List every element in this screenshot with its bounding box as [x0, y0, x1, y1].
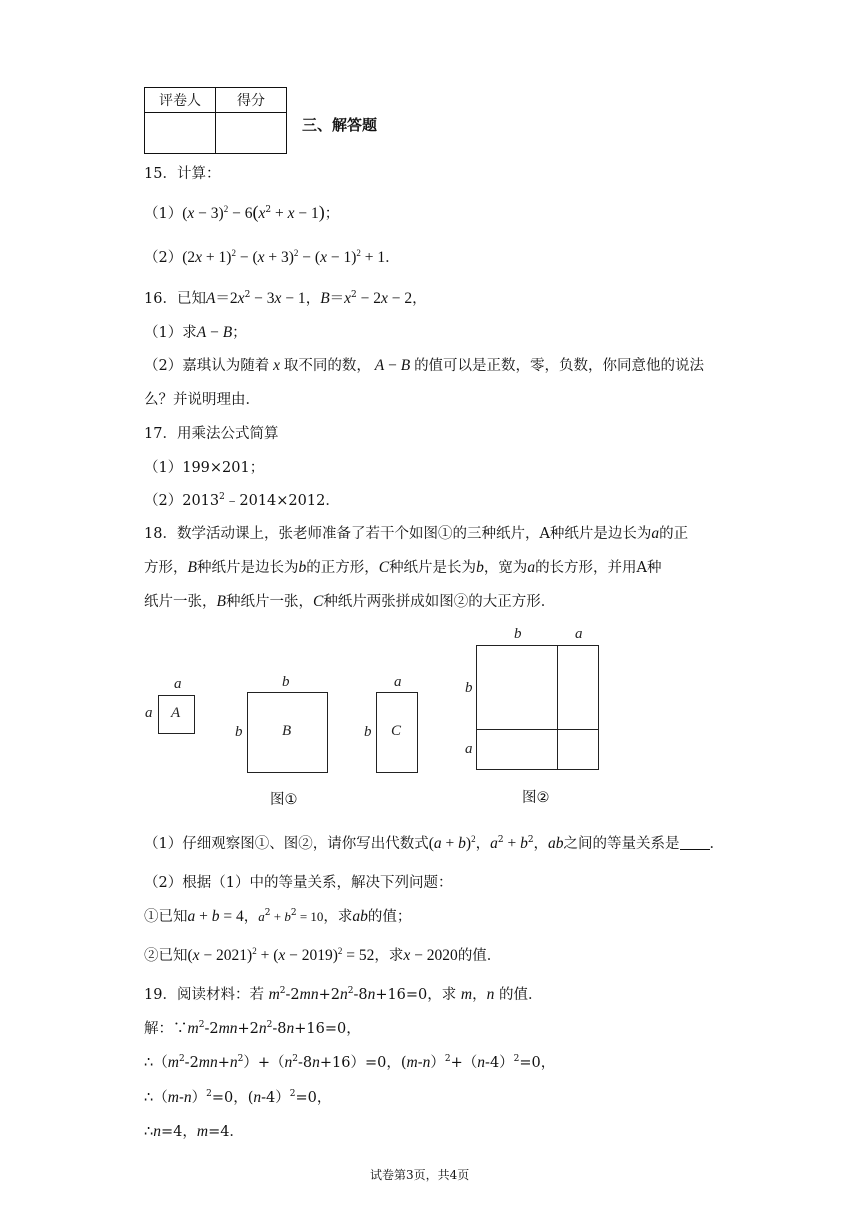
q15-part2: $(2)(2x + 1)^2 - (x + 3)^2 - (x - 1)^2 + 1$． — [144, 248, 400, 266]
score-table — [144, 87, 287, 154]
reviewer-header: 评卷人 — [145, 88, 216, 113]
q18-part2: （2）根据（1）中的等量关系，解决下列问题： — [144, 875, 453, 891]
q18-line3: 纸片一张，B种纸片一张，C种纸片两张拼成如图②的大正方形． — [144, 593, 556, 610]
reviewer-cell[interactable] — [145, 113, 216, 154]
q18-sub2: ②已知$(x - 2021)^2 + (x - 2019)^2 = 52$，求x − 2020的值． — [144, 946, 502, 964]
figure-2-caption: 图② — [522, 790, 550, 806]
q15-stem: 15．计算： — [144, 166, 221, 182]
side-label: b — [364, 724, 372, 740]
big-square — [476, 645, 599, 770]
q17-part1: （1）199×201； — [144, 460, 265, 476]
q16-part2: （2）嘉琪认为随着 x 取不同的数， A − B 的值可以是正数，零，负数，你同意他的说法 — [144, 357, 705, 374]
piece-b-label: B — [282, 723, 292, 739]
side-label: a — [145, 705, 153, 721]
section-title: 三、解答题 — [302, 117, 378, 134]
answer-blank[interactable] — [680, 835, 710, 850]
score-header: 得分 — [216, 88, 287, 113]
divider-horizontal — [476, 729, 599, 730]
q19-step3: ∴n=4，m=4． — [144, 1123, 244, 1140]
score-cell[interactable] — [216, 113, 287, 154]
q18-line1: 18．数学活动课上，张老师准备了若干个如图①的三种纸片，A种纸片是边长为a的正 — [144, 525, 689, 542]
page-footer: 试卷第3页，共4页 — [370, 1168, 470, 1182]
side-label: a — [575, 626, 583, 642]
side-label: b — [514, 626, 522, 642]
side-label: b — [235, 724, 243, 740]
q19-solution: 解：$\because m^2-2mn+2n^2-8n+16=0$， — [144, 1020, 361, 1037]
q16-part1: （1）求A − B； — [144, 324, 247, 341]
q17-stem: 17．用乘法公式简算 — [144, 426, 279, 442]
q16-stem: 16．已知$A=2x^2 - 3x - 1$，$B=x^2 - 2x - 2$， — [144, 290, 427, 307]
piece-c-label: C — [391, 723, 402, 739]
side-label: a — [465, 741, 473, 757]
q19-stem: 19．阅读材料：若 $m^2-2mn+2n^2-8n+16=0$，求 m，n 的值． — [144, 986, 543, 1003]
q18-sub1: ①已知a + b = 4，$a^2 + b^2 = 10$，求ab的值； — [144, 908, 412, 925]
divider-vertical — [557, 645, 558, 770]
q16-part2-line2: 么？并说明理由． — [144, 392, 260, 408]
figure-1-caption: 图① — [270, 792, 298, 808]
q19-step1: $\therefore(m^2-2mn+n^2)+(n^2-8n+16)=0$，$(m-n)^2+(n-4)^2=0$， — [144, 1054, 556, 1071]
side-label: b — [465, 680, 473, 696]
q17-part2: $(2)2013^2﹣2014\times 2012$． — [144, 492, 340, 509]
q15-part1: $(1)(x - 3)^2 - 6(x^2 + x - 1)$； — [144, 202, 340, 222]
side-label: b — [282, 674, 290, 690]
q18-part1: （1）仔细观察图①、图②，请你写出代数式$(a + b)^2$，$a^2 + b^2$，ab之间的等量关系是 ． — [144, 834, 725, 852]
q18-line2: 方形，B种纸片是边长为b的正方形，C种纸片是长为b，宽为a的长方形，并用A种 — [144, 559, 662, 576]
q19-step2: $\therefore(m-n)^2=0$，(n-4）$^2$=0， — [144, 1089, 332, 1106]
piece-a-label: A — [171, 705, 181, 721]
side-label: a — [174, 676, 182, 692]
side-label: a — [394, 674, 402, 690]
